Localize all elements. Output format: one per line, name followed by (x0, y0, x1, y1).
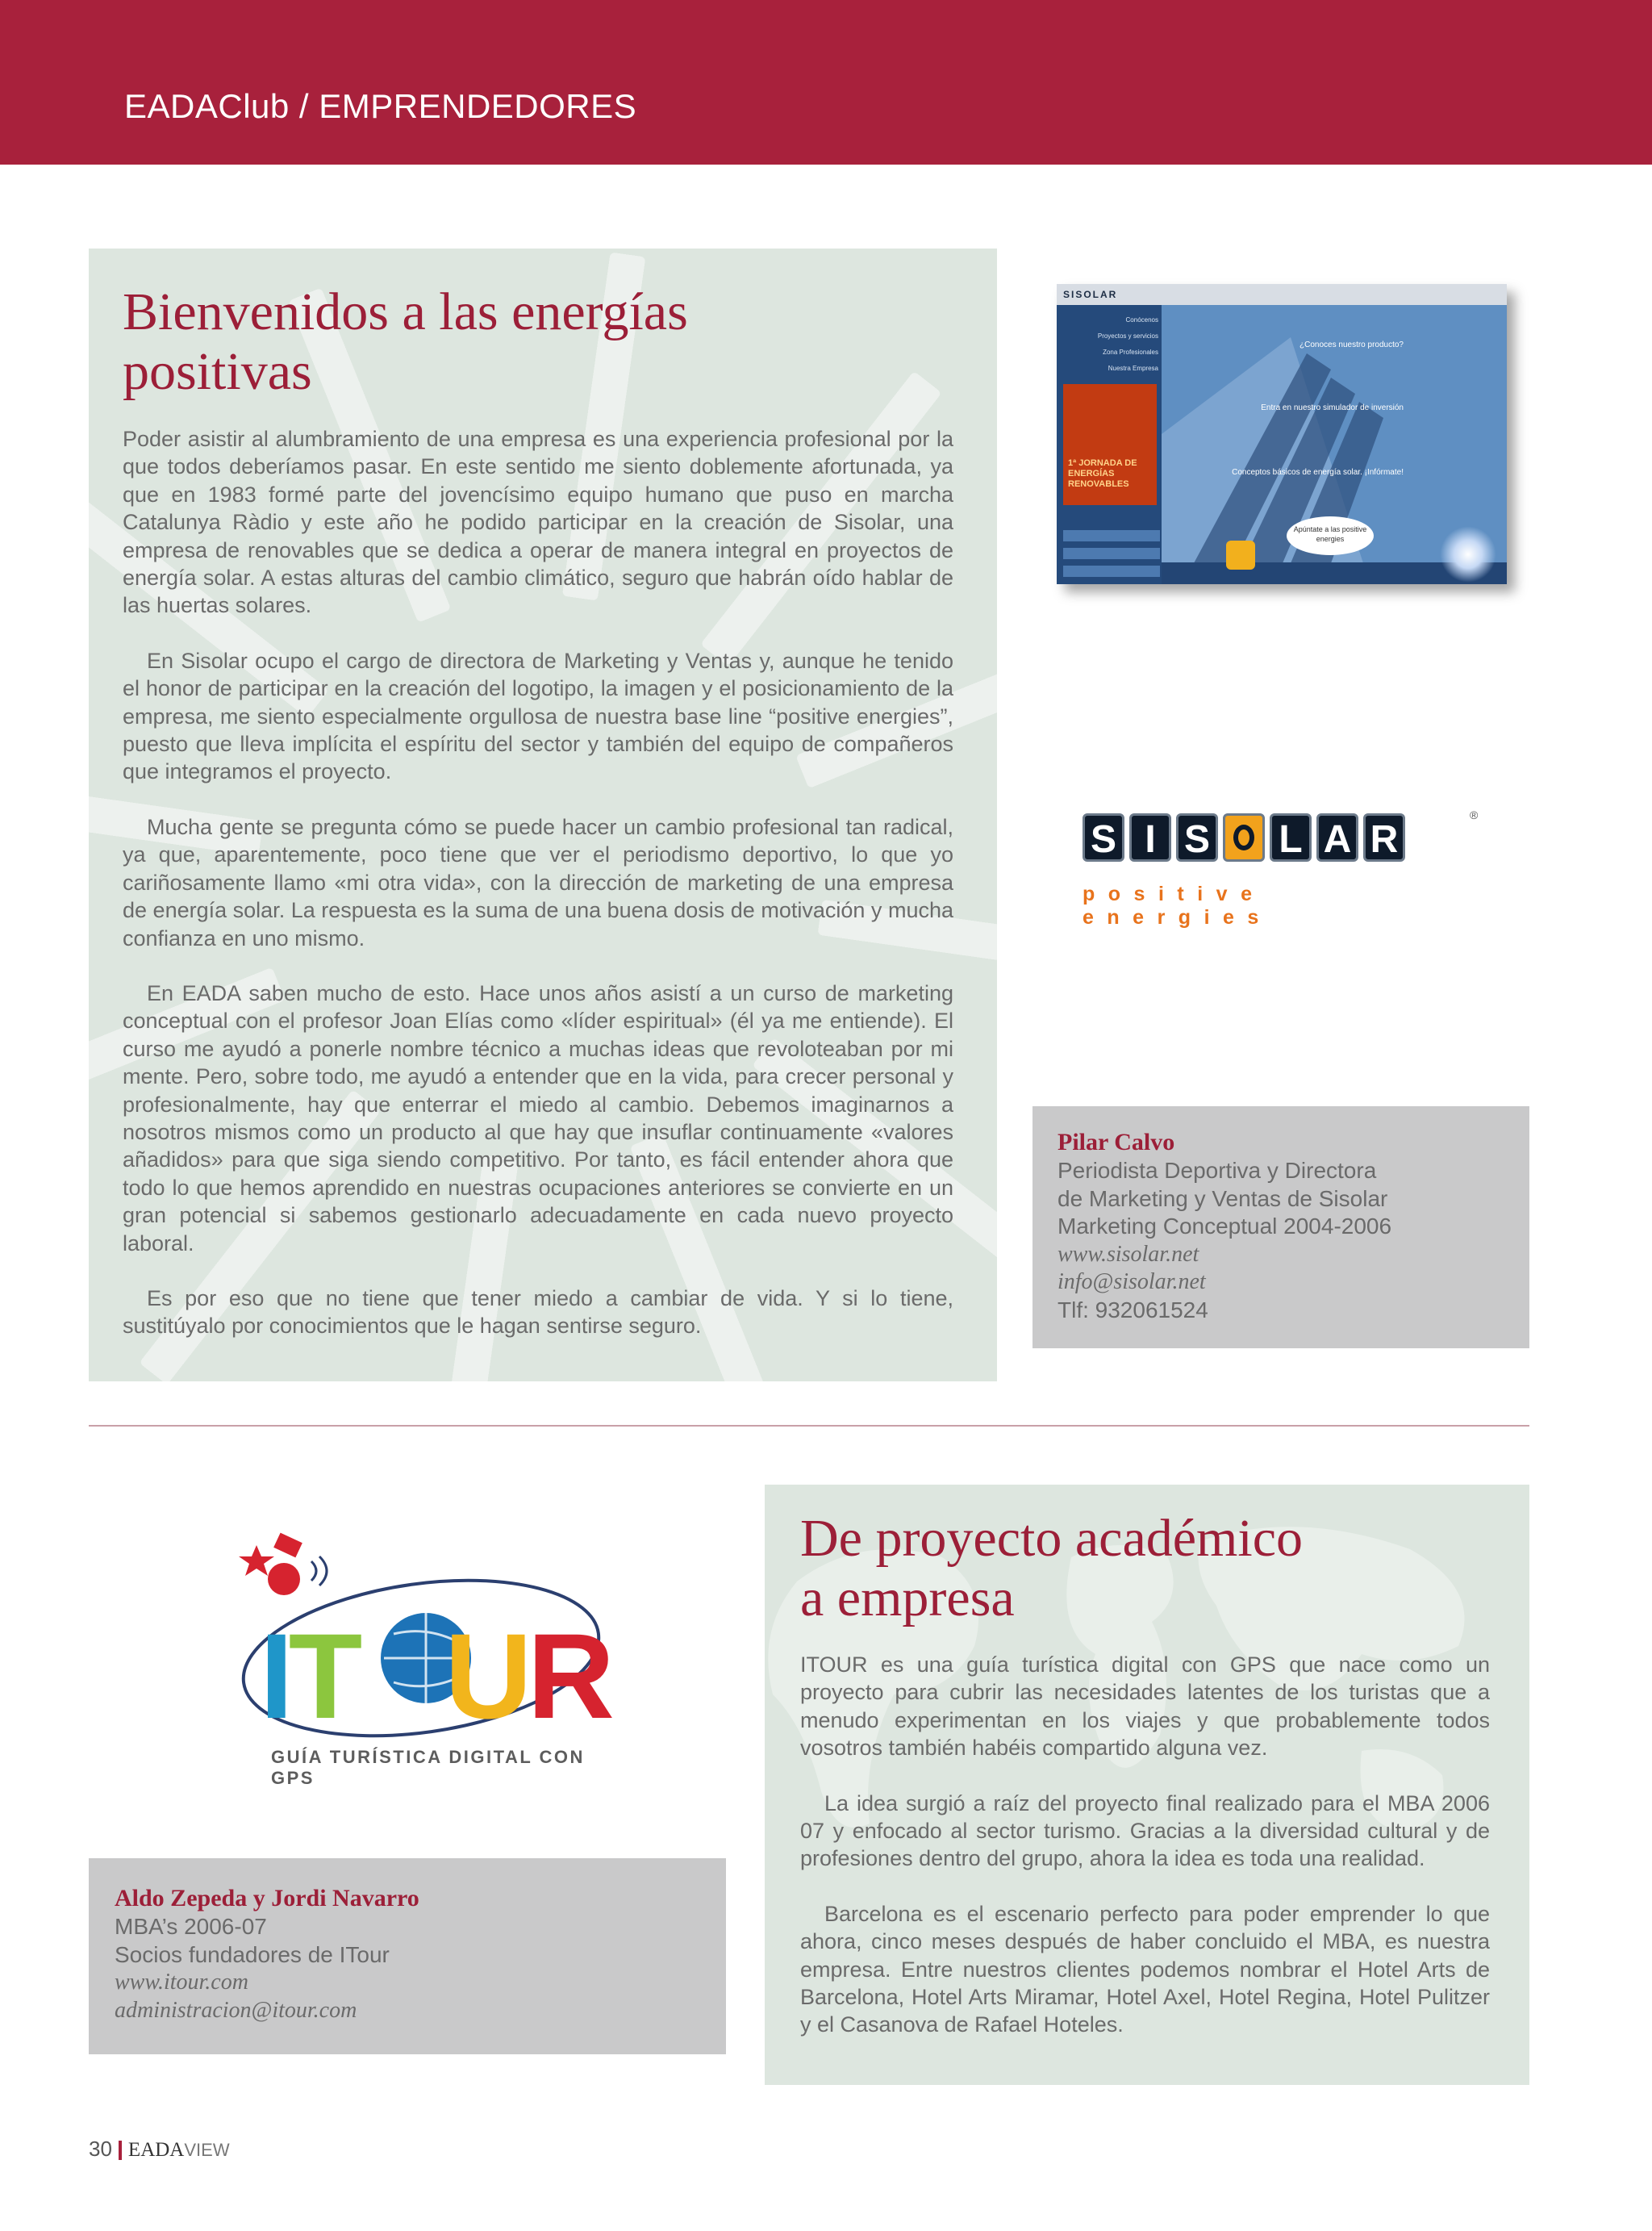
paragraph: La idea surgió a raíz del proyecto final realizado para el MBA 2006 07 y enfocado al sector turismo. Gracias a la diversidad cultural y de profesiones dentro del grupo, ahora la idea es toda una realidad. (800, 1790, 1490, 1871)
promo-text: 1ª JORNADA DE ENERGÍAS RENOVABLES (1068, 458, 1137, 489)
website-menu-item: Proyectos y servicios (1097, 332, 1158, 340)
paragraph: Mucha gente se pregunta cómo se puede hacer un cambio profesional tan radical, ya que, aparentemente, poco tiene que ver el periodismo deportivo, lo que yo cariñosamente llamo «mi otra vida», con la dirección de marketing de una empresa de energía solar. La respuesta es la suma de una buena dosis de motivación y mucha confianza en uno mismo. (123, 814, 953, 950)
author-role: MBA’s 2006-07 (115, 1914, 267, 1939)
logo-letter: A (1316, 813, 1358, 862)
website-caption: Conceptos básicos de energía solar. ¡Infórmate! (1232, 468, 1404, 477)
logo-o-ring-icon (1233, 825, 1254, 850)
website-topbar (1057, 284, 1507, 305)
author-role: Periodista Deportiva y Directora (1058, 1158, 1377, 1183)
author-phone: Tlf: 932061524 (1058, 1297, 1208, 1322)
website-menu-item: Nuestra Empresa (1108, 365, 1158, 372)
page-number: 30 (89, 2137, 112, 2161)
logo-tagline: positive energies (1083, 883, 1272, 929)
section-header (0, 0, 1652, 165)
author-website-link[interactable]: www.itour.com (115, 1970, 248, 1995)
logo-letter: I (1129, 813, 1171, 862)
footer-separator (119, 2141, 122, 2160)
paragraph: Poder asistir al alumbramiento de una empresa es una experiencia profesional por la que todos deberíamos pasar. En este sentido me siento doblemente afortunada, ya que en 1983 formé parte del jovencísimo equipo humano que puso en marcha Catalunya Ràdio y este año he podido participar en la creación de Sisolar, una empresa de renovables que se dedica a operar de manera integral en proyectos de energía solar. A estas alturas del cambio climático, seguro que habrán oído hablar de las huertas solares. (123, 427, 953, 618)
article-title-itour: De proyecto académico a empresa (800, 1509, 1304, 1627)
itour-logo (234, 1529, 610, 1788)
article-title-sisolar: Bienvenidos a las energías positivas (123, 282, 688, 401)
author-name: Aldo Zepeda y Jordi Navarro (115, 1885, 419, 1911)
website-menu-item: Zona Profesionales (1103, 349, 1158, 356)
section-title: EADAClub / EMPRENDEDORES (124, 87, 637, 125)
logo-letter: S (1176, 813, 1218, 862)
website-button (1063, 548, 1160, 559)
website-logo: SISOLAR (1063, 289, 1118, 300)
website-mascot-icon (1226, 541, 1255, 570)
paragraph: ITOUR es una guía turística digital con GPS que nace como un proyecto para cubrir las necesidades latentes de los turistas que a menudo experimentan en los viajes y que probablemente todos vosotros también habéis compartido alguna vez. (800, 1652, 1490, 1761)
author-name: Pilar Calvo (1058, 1129, 1175, 1155)
itour-wordmark: IT UR (260, 1608, 610, 1744)
logo-letter-o: O (1223, 813, 1265, 862)
itour-subtitle: GUÍA TURÍSTICA DIGITAL CON GPS (271, 1747, 585, 1788)
logo-letter: L (1270, 813, 1312, 862)
website-button (1063, 566, 1160, 577)
website-speech-bubble: Apúntate a las positive energies (1287, 516, 1374, 555)
author-card-content (115, 1884, 711, 2024)
website-caption: ¿Conoces nuestro producto? (1299, 340, 1404, 349)
author-email-link[interactable]: info@sisolar.net (1058, 1269, 1206, 1294)
author-role: de Marketing y Ventas de Sisolar (1058, 1185, 1388, 1211)
sun-glare-icon (1440, 526, 1496, 583)
article-body-sisolar (123, 425, 953, 1368)
logo-letter: R (1363, 813, 1405, 862)
sisolar-website-screenshot (1057, 284, 1507, 584)
section-divider (89, 1425, 1529, 1427)
article-body-itour (800, 1651, 1490, 2066)
paragraph: En Sisolar ocupo el cargo de directora de Marketing y Ventas y, aunque he tenido el honor de participar en la creación del logotipo, la imagen y el posicionamiento de la empresa, me siento especialmente orgullosa de nuestra base line “positive energies”, puesto que lleva implícita el espíritu del sector y también del equipo de compañeros que integramos el proyecto. (123, 648, 953, 784)
logo-letter: S (1083, 813, 1124, 862)
paragraph: Es por eso que no tiene que tener miedo a cambiar de vida. Y si lo tiene, sustitúyalo por conocimientos que le hagan sentirse seguro. (123, 1285, 953, 1339)
website-button (1063, 530, 1160, 541)
page-footer (89, 2137, 230, 2162)
paragraph: En EADA saben mucho de esto. Hace unos años asistí a un curso de marketing conceptual con el profesor Joan Elías como «líder espiritual» (él ya me entiende). El curso me ayudó a ponerle nombre técnico a muchas ideas que revoloteaban por mi mente. Pero, sobre todo, me ayudó a entender que en la vida, para crecer personal y profesionalmente, hay que enterrar el miedo al cambio. Debemos imaginarnos a nosotros mismos como un producto al que hay que insuflar continuamente «valores añadidos» para que siga siendo competitivo. Por tanto, es fácil entender ahora que todo lo que hemos aprendido en nuestras ocupaciones anteriores se convierte en un gran potencial si sabemos gestionarlo adecuadamente en cada nuevo proyecto laboral. (123, 980, 953, 1255)
website-menu-item: Conócenos (1125, 316, 1158, 324)
website-promo-banner (1063, 384, 1157, 505)
registered-mark: ® (1470, 808, 1479, 821)
author-role: Marketing Conceptual 2004-2006 (1058, 1214, 1392, 1239)
author-website-link[interactable]: www.sisolar.net (1058, 1241, 1199, 1267)
sisolar-logo (1083, 808, 1479, 929)
footer-brand: EADAVIEW (127, 2139, 230, 2161)
author-role: Socios fundadores de ITour (115, 1941, 390, 1967)
paragraph: Barcelona es el escenario perfecto para poder emprender lo que ahora, cinco meses después de haber concluido el MBA, es nuestra empresa. Entre nuestros clientes podemos nombrar el Hotel Arts de Barcelona, Hotel Arts Miramar, Hotel Axel, Hotel Regina, Hotel Pulitzer y el Casanova de Rafael Hoteles. (800, 1901, 1490, 2037)
author-email-link[interactable]: administracion@itour.com (115, 1997, 357, 2023)
author-card-content (1058, 1128, 1517, 1324)
website-caption: Entra en nuestro simulador de inversión (1261, 403, 1404, 412)
